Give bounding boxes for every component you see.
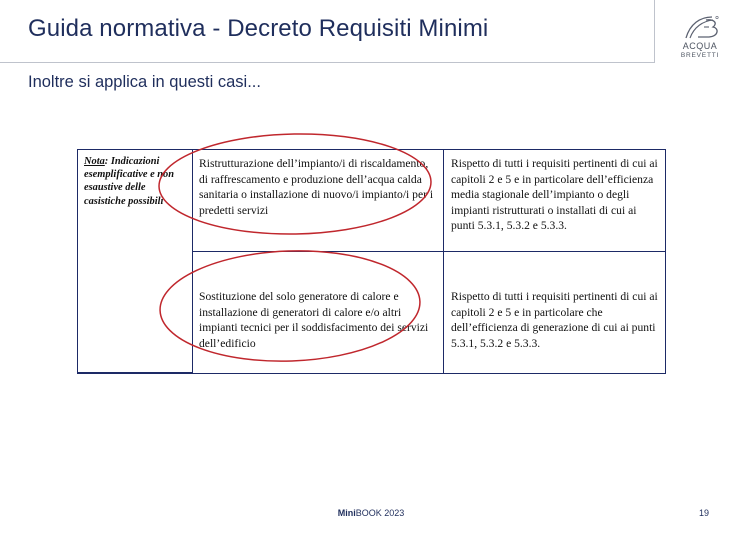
slide-footer xyxy=(0,508,742,518)
logo-text-primary: ACQUA xyxy=(682,41,718,51)
footer-brand-bold: Mini xyxy=(337,508,356,518)
slide-subtitle: Inoltre si applica in questi casi... xyxy=(28,73,261,91)
logo-text-secondary: BREVETTI xyxy=(680,52,720,59)
header-vertical-divider xyxy=(654,0,655,63)
requirement-cell: Rispetto di tutti i requisiti pertinenti di cui ai capitoli 2 e 5 e in particolare che dell’efficienza di generazione di cui ai punti 5.3.1, 5.3.2 e 5.3.3. xyxy=(444,252,666,373)
note-text: : Indicazioni esemplificative e non esaustive delle casistiche possibili xyxy=(84,156,175,207)
slide-title: Guida normativa - Decreto Requisiti Minimi xyxy=(28,15,489,42)
note-cell xyxy=(78,150,193,374)
logo-mark-icon xyxy=(676,14,724,42)
footer-brand-rest: BOOK 2023 xyxy=(355,508,405,518)
header-divider xyxy=(0,62,655,63)
case-cell: Ristrutturazione dell’impianto/i di riscaldamento, di raffrescamento e produzione dell’acqua calda sanitaria o installazione di nuovo/i impianto/i per i predetti servizi xyxy=(193,150,444,252)
company-logo xyxy=(676,14,724,64)
slide-header xyxy=(0,0,742,64)
table-row xyxy=(78,150,666,252)
regulation-table xyxy=(77,149,666,374)
case-cell: Sostituzione del solo generatore di calore e installazione di generatori di calore e/o altri impianti tecnici per il soddisfacimento dei servizi dell’edificio xyxy=(193,252,444,373)
note-label: Nota xyxy=(84,156,105,167)
page-number: 19 xyxy=(699,508,710,518)
requirement-cell: Rispetto di tutti i requisiti pertinenti di cui ai capitoli 2 e 5 e in particolare dell’efficienza media stagionale dell’impianto o degli impianti ristrutturati o installati di cui ai punti 5.3.1, 5.3.2 e 5.3.3. xyxy=(444,150,666,252)
